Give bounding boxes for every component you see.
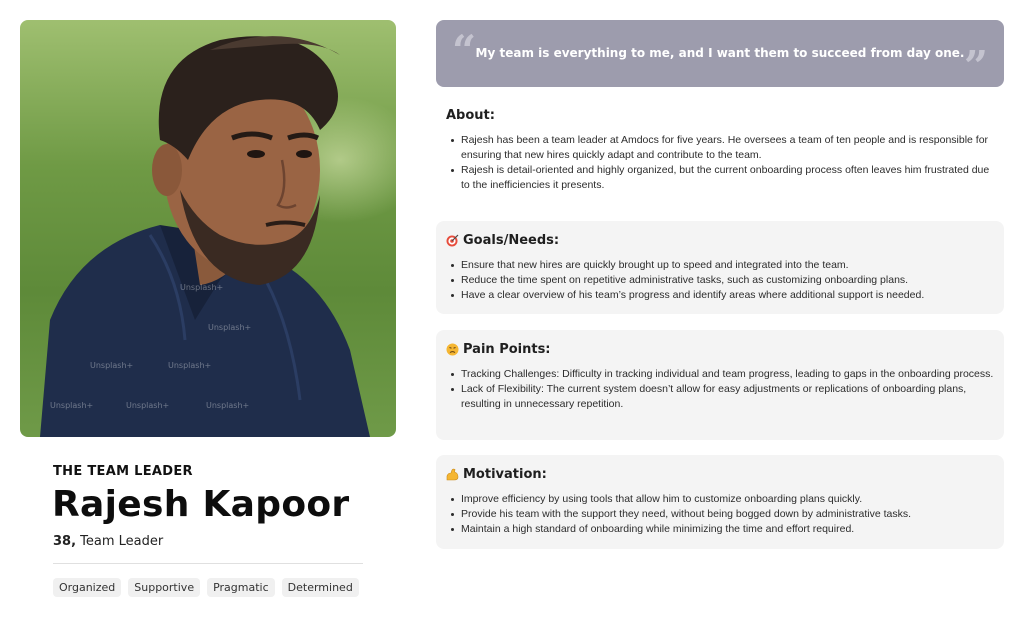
watermark-text: Unsplash+: [50, 401, 94, 410]
watermark-text: Unsplash+: [208, 323, 252, 332]
watermark-text: Unsplash+: [180, 283, 224, 292]
flexed-biceps-icon: [446, 468, 459, 481]
about-section: [436, 100, 1004, 205]
list-item: Maintain a high standard of onboarding while minimizing the time and effort required.: [446, 522, 994, 537]
persona-photo: [20, 20, 396, 437]
section-header: [446, 467, 994, 482]
portrait-illustration: [20, 20, 396, 437]
persona-job: Team Leader: [80, 534, 164, 549]
list-item: Rajesh has been a team leader at Amdocs for five years. He oversees a team of ten people and is responsible for ensuring that new hires quickly adapt and contribute to the team.: [446, 133, 994, 163]
list-item: Tracking Challenges: Difficulty in tracking individual and team progress, leading to gaps in the onboarding process.: [446, 367, 994, 382]
target-icon: [446, 234, 459, 247]
frustrated-face-icon: [446, 343, 459, 356]
trait-tag: Pragmatic: [207, 578, 275, 597]
trait-tags: [53, 578, 359, 597]
list-item: Have a clear overview of his team’s progress and identify areas where additional support is needed.: [446, 288, 994, 303]
list-item: Improve efficiency by using tools that allow him to customize onboarding plans quickly.: [446, 492, 994, 507]
persona-name: Rajesh Kapoor: [52, 484, 350, 525]
motivation-section: [436, 455, 1004, 549]
section-heading: Motivation:: [463, 467, 547, 482]
list-item: Ensure that new hires are quickly brought up to speed and integrated into the team.: [446, 258, 994, 273]
watermark-text: Unsplash+: [206, 401, 250, 410]
list-item: Provide his team with the support they need, without being bogged down by administrative tasks.: [446, 507, 994, 522]
about-list: [446, 133, 994, 193]
persona-age: 38,: [53, 534, 77, 549]
goals-list: [446, 258, 994, 303]
section-heading: About:: [446, 108, 495, 123]
persona-quote: [436, 20, 1004, 91]
trait-tag: Determined: [282, 578, 359, 597]
divider: [53, 563, 363, 564]
persona-role-title: THE TEAM LEADER: [53, 464, 193, 479]
list-item: Reduce the time spent on repetitive administrative tasks, such as customizing onboarding plans.: [446, 273, 994, 288]
section-header: [446, 233, 994, 248]
trait-tag: Organized: [53, 578, 121, 597]
watermark-text: Unsplash+: [126, 401, 170, 410]
section-heading: Pain Points:: [463, 342, 551, 357]
watermark-text: Unsplash+: [90, 361, 134, 370]
close-quote-icon: ”: [963, 42, 988, 91]
pain-points-list: [446, 367, 994, 412]
list-item: Rajesh is detail-oriented and highly organized, but the current onboarding process often leaves him frustrated due to the inefficiencies it presents.: [446, 163, 994, 193]
trait-tag: Supportive: [128, 578, 200, 597]
goals-section: [436, 221, 1004, 314]
list-item: Lack of Flexibility: The current system doesn’t allow for easy adjustments or replications of onboarding plans, resulting in unnecessary repetition.: [446, 382, 994, 412]
watermark-text: Unsplash+: [168, 361, 212, 370]
section-heading: Goals/Needs:: [463, 233, 560, 248]
quote-text: My team is everything to me, and I want them to succeed from day one.: [475, 46, 965, 60]
persona-age-job: [53, 534, 163, 549]
pain-points-section: [436, 330, 1004, 440]
open-quote-icon: “: [452, 26, 477, 75]
motivation-list: [446, 492, 994, 537]
section-header: [446, 342, 994, 357]
